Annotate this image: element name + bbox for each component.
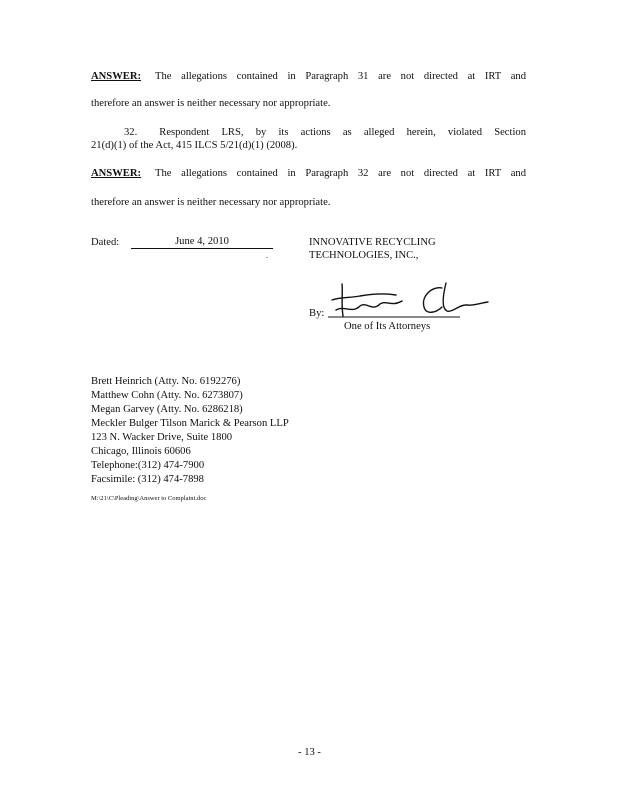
date-value: June 4, 2010: [131, 236, 273, 249]
answer-32-line-2: therefore an answer is neither necessary nor appropriate.: [91, 197, 331, 208]
by-label: By:: [309, 308, 325, 319]
stray-mark: .: [266, 251, 268, 260]
answer-31-label: ANSWER:: [91, 71, 142, 82]
firm-facsimile: Facsimile: (312) 474-7898: [91, 474, 204, 485]
answer-32-line-1: [91, 167, 526, 180]
file-path: M:\21\C\Pleading\Answer to Complaint.doc: [91, 495, 207, 502]
paragraph-32-line-1: [91, 126, 526, 139]
one-of-its-attorneys: One of Its Attorneys: [344, 321, 431, 332]
firm-name: Meckler Bulger Tilson Marick & Pearson LLP: [91, 418, 289, 429]
attorney-line-1: Brett Heinrich (Atty. No. 6192276): [91, 376, 241, 387]
firm-telephone: Telephone:(312) 474-7900: [91, 460, 205, 471]
handwritten-signature: [328, 280, 498, 325]
company-line-2: TECHNOLOGIES, INC.,: [309, 250, 419, 261]
firm-city: Chicago, Illinois 60606: [91, 446, 191, 457]
answer-31-line-2: therefore an answer is neither necessary nor appropriate.: [91, 98, 331, 109]
answer-31-line-1: [91, 70, 526, 83]
answer-32-label: ANSWER:: [91, 168, 142, 179]
paragraph-32-line-2: 21(d)(1) of the Act, 415 ILCS 5/21(d)(1) (2008).: [91, 140, 298, 151]
answer-32-text-1: The allegations contained in Paragraph 32 are not directed at IRT and: [155, 168, 526, 179]
company-line-1: INNOVATIVE RECYCLING: [309, 237, 436, 248]
firm-address: 123 N. Wacker Drive, Suite 1800: [91, 432, 233, 443]
dated-label: Dated:: [91, 237, 120, 248]
attorney-line-3: Megan Garvey (Atty. No. 6286218): [91, 404, 243, 415]
answer-31-text-1: The allegations contained in Paragraph 31 are not directed at IRT and: [155, 71, 526, 82]
paragraph-32-text-1: Respondent LRS, by its actions as alleged herein, violated Section: [159, 127, 526, 138]
paragraph-32-number: 32.: [124, 127, 138, 138]
attorney-line-2: Matthew Cohn (Atty. No. 6273807): [91, 390, 243, 401]
page-number: - 13 -: [298, 747, 321, 758]
